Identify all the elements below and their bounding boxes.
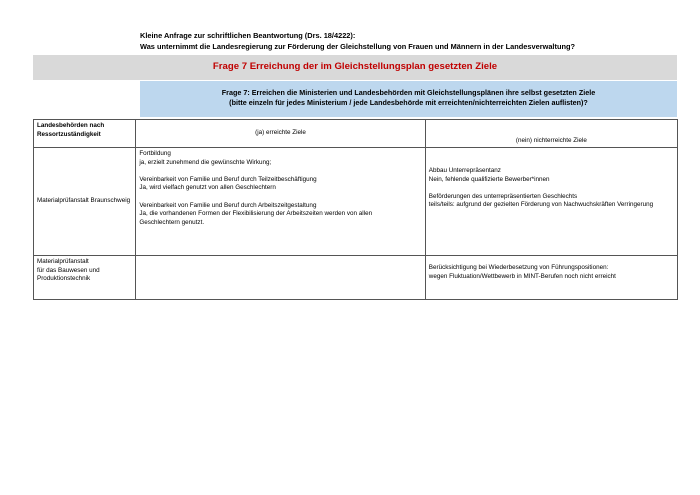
not-achieved-line: Nein, fehlende qualifizierte Bewerber*innen	[428, 175, 550, 183]
achieved-line: Ja, die vorhandenen Formen der Flexibilisierung der Arbeitszeiten werden von allen	[139, 210, 373, 218]
not-achieved-cell	[425, 148, 677, 256]
achieved-line: Ja, wird vielfach genutzt von allen Geschlechtern	[139, 184, 276, 192]
table-row	[34, 256, 678, 300]
header-authority	[34, 120, 136, 148]
achieved-line: Vereinbarkeit von Familie und Beruf durch Teilzeitbeschäftigung	[139, 175, 317, 183]
table-row	[34, 148, 678, 256]
achieved-line: Fortbildung	[139, 150, 171, 157]
achieved-line: ja, erzielt zunehmend die gewünschte Wirkung;	[139, 158, 272, 166]
achieved-cell	[136, 148, 425, 256]
inquiry-reference: Kleine Anfrage zur schriftlichen Beantwortung (Drs. 18/4222):	[140, 31, 356, 40]
subquestion-line-2: (bitte einzeln für jedes Ministerium / jede Landesbehörde mit erreichten/nichterreichten Zielen auflisten)?	[229, 98, 588, 107]
not-achieved-line: Berücksichtigung bei Wiederbesetzung von Führungspositionen:	[428, 264, 609, 271]
authority-cell	[34, 256, 136, 300]
not-achieved-line: Beförderungen des unterrepräsentierten Geschlechts	[428, 192, 578, 200]
section-title: Frage 7 Erreichung der im Gleichstellungsplan gesetzten Ziele	[212, 61, 498, 72]
authority-cell	[34, 148, 136, 256]
header-authority-line-2: Ressortzuständigkeit	[37, 130, 101, 138]
line-gap	[139, 167, 421, 176]
document-header	[140, 31, 680, 52]
section-title-band	[33, 55, 677, 80]
authority-line: Produktionstechnik	[37, 275, 91, 283]
subquestion-line-1: Frage 7: Erreichen die Ministerien und Landesbehörden mit Gleichstellungsplänen ihre selbst gesetzten Ziele	[221, 88, 596, 97]
authority-line: für das Bauwesen und	[37, 266, 100, 274]
not-achieved-line: Abbau Unterrepräsentanz	[428, 167, 501, 174]
header-achieved: (ja) erreichte Ziele	[136, 120, 425, 148]
subquestion-box	[140, 81, 677, 117]
header-authority-line-1: Landesbehörden nach	[37, 122, 105, 129]
authority-line: Materialprüfanstalt Braunschweig	[37, 197, 131, 205]
subquestion-text	[140, 88, 677, 108]
goals-table	[33, 119, 678, 300]
header-not-achieved: (nein) nichterreichte Ziele	[425, 120, 677, 148]
table-header-row	[34, 120, 678, 148]
not-achieved-line: teils/teils: aufgrund der gezielten Förderung von Nachwuchskräften Verringerung	[428, 201, 654, 209]
not-achieved-cell	[425, 256, 677, 300]
achieved-line: Vereinbarkeit von Familie und Beruf durch Arbeitszeitgestaltung	[139, 201, 317, 209]
line-gap	[139, 193, 421, 202]
authority-line: Materialprüfanstalt	[37, 258, 89, 265]
achieved-line: Geschlechtern genutzt.	[139, 218, 205, 226]
line-gap	[429, 184, 674, 193]
inquiry-question: Was unternimmt die Landesregierung zur Förderung der Gleichstellung von Frauen und Männern in der Landesverwaltung?	[140, 41, 576, 51]
not-achieved-line: wegen Fluktuation/Wettbewerb in MINT-Berufen noch nicht erreicht	[428, 272, 616, 280]
achieved-cell	[136, 256, 425, 300]
